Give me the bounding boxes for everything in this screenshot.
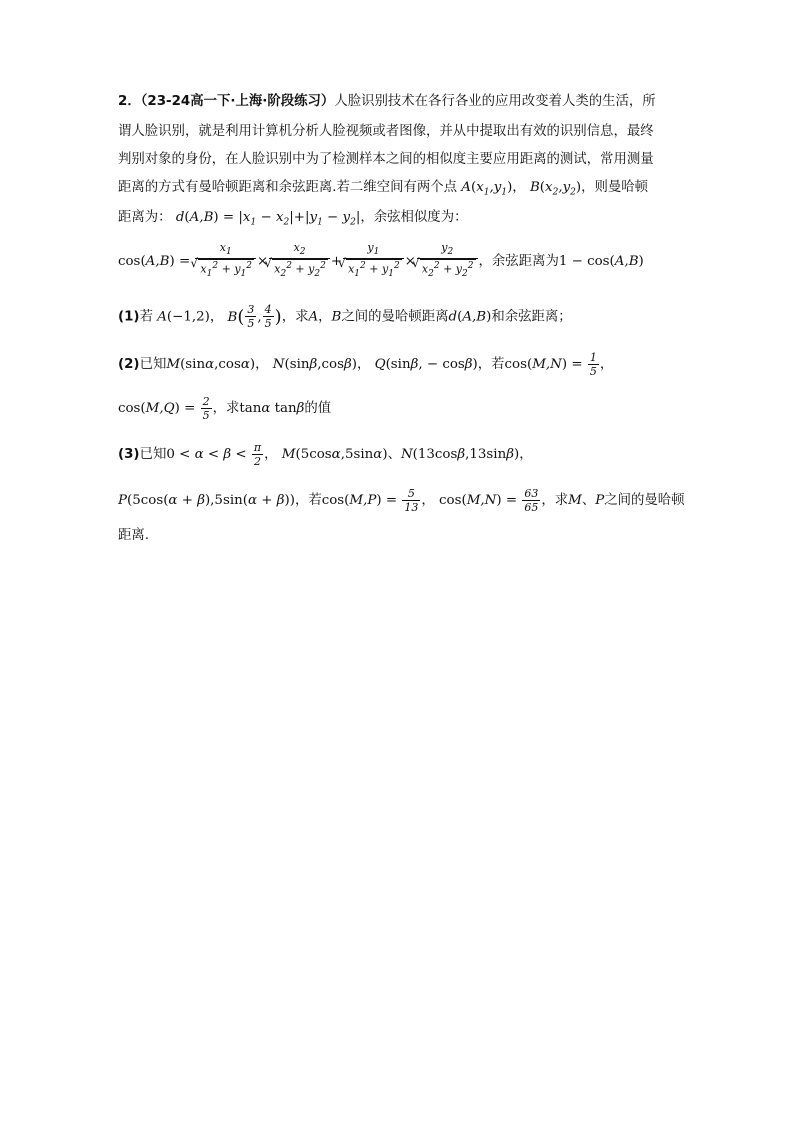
part-3-text-e: 距离. [118,528,150,543]
part-1-point-b: B( $\frac{3}{5}$ , $\frac{4}{5}$ ) [227,303,282,330]
problem-number: 2． [118,94,141,109]
problem-line-1 [118,92,656,112]
problem-line-4: 距离的方式有曼哈顿距离和余弦距离.若二维空间有两个点 $A(x_1,y_1)$， $B(x_2,y_2)$，则曼哈顿 [118,180,649,198]
problem-text-2: 谓人脸识别，就是利用计算机分析人脸视频或者图像，并从中提取出有效的识别信息，最终 [118,124,654,139]
part-2-text-b: ，若 [477,357,505,372]
part-2-line-2 [118,392,331,426]
point-b-formula: $B(x_2,y_2)$ [529,180,582,198]
part-3-line-1: (3)已知0 < α < β < $\frac{\pi}{2}$ ， M(5cosα,5sinα)、N(13cosβ,13sinβ)， [118,440,533,468]
part-3-text-a: 已知 [139,447,167,462]
part-3-line-2: P(5cos(α + β),5sin(α + β))，若cos(M,P) = $\frac{5}{13}$ ， cos(M,N) = $\frac{63}{65}$ ，求M、P之间的曼哈顿 [118,486,685,514]
part-3-cos-mp: cos(M,P) = $\frac{5}{13}$ [321,486,419,514]
problem-text-6b: ，余弦距离为 [478,254,559,270]
part-1-distance: d(A,B) [448,309,492,325]
part-1-text-a: 若 [139,309,153,325]
manhattan-formula: $d(A,B) = |x_1 - x_2|+|y_1 - y_2|$ [175,210,361,228]
part-2-text-c: ，求 [212,401,240,416]
problem-line-3 [118,150,654,170]
part-2-text-a: 已知 [139,357,167,372]
part-3-text-c: ，求 [541,493,569,508]
cosine-formula: cos(A,B) = $x_1$ √ $x_1^2 + y_1^2$ × $x_2$ √ $x_2^2 + y_2^2$ + $y_1$ √ $x_1^2 + y_1^2$ × $y_2$ √ $x_2^2 + y_2^2$ [118,254,479,269]
part-2-point-n: N(sinβ,cosβ) [272,357,357,372]
part-3-text-b: ，若 [294,493,322,508]
part-2-point-m: M(sinα,cosα) [166,357,256,372]
part-2-cos-mq: cos(M,Q) = $\frac{2}{5}$ [118,394,210,422]
problem-text-3: 判别对象的身份，在人脸识别中为了检测样本之间的相似度主要应用距离的测试，常用测量 [118,152,654,167]
part-2-text-d: 的值 [304,401,332,416]
part-1-text-d: 和余弦距离； [491,309,572,325]
problem-text-4b: ，则曼哈顿 [581,180,649,195]
part-1: (1)若 A(−1,2)， B( $\frac{3}{5}$ , $\frac{4}{5}$ )，求A，B之间的曼哈顿距离d(A,B)和余弦距离； [118,303,572,330]
problem-text-5b: ，余弦相似度为： [360,210,468,225]
part-3-point-p: P(5cos(α + β),5sin(α + β)) [118,493,295,508]
part-2-cos-mn: cos(M,N) = $\frac{1}{5}$ [504,350,597,378]
part-3-line-3 [118,526,149,546]
problem-line-6 [118,242,644,281]
part-3-point-n: N(13cosβ,13sinβ) [400,447,520,462]
problem-line-5 [118,208,467,233]
part-3-range: 0 < α < β < $\frac{\pi}{2}$ [166,440,262,468]
problem-source: （23-24高一下·上海·阶段练习） [140,94,335,109]
part-3-text-d: 之间的曼哈顿 [604,493,685,508]
part-3-cos-mn: cos(M,N) = $\frac{63}{65}$ [439,486,539,514]
part-2-line-1: (2)已知M(sinα,cosα)， N(sinβ,cosβ)， Q(sinβ, − cosβ)，若cos(M,N) = $\frac{1}{5}$ ， [118,350,614,378]
part-2-label: (2) [118,357,140,372]
part-3-point-m: M(5cosα,5sinα) [281,447,388,462]
part-2-point-q: Q(sinβ, − cosβ) [374,357,478,372]
problem-text-1: 人脸识别技术在各行各业的应用改变着人类的生活，所 [334,94,656,109]
cosine-distance-formula: 1 − cos(A,B) [558,254,644,270]
part-1-text-b: ，求 [281,309,309,325]
point-a-formula: $A(x_1,y_1)$ [461,180,513,198]
problem-text-5a: 距离为： [118,210,172,225]
part-1-label: (1) [118,309,140,325]
problem-line-2 [118,122,654,142]
part-1-text-c: 之间的曼哈顿距离 [341,309,449,325]
problem-text-4a: 距离的方式有曼哈顿距离和余弦距离.若二维空间有两个点 [118,180,458,195]
part-1-point-a: A(−1,2) [157,309,210,325]
part-3-label: (3) [118,447,140,462]
part-2-target: tanα tanβ [239,401,305,416]
